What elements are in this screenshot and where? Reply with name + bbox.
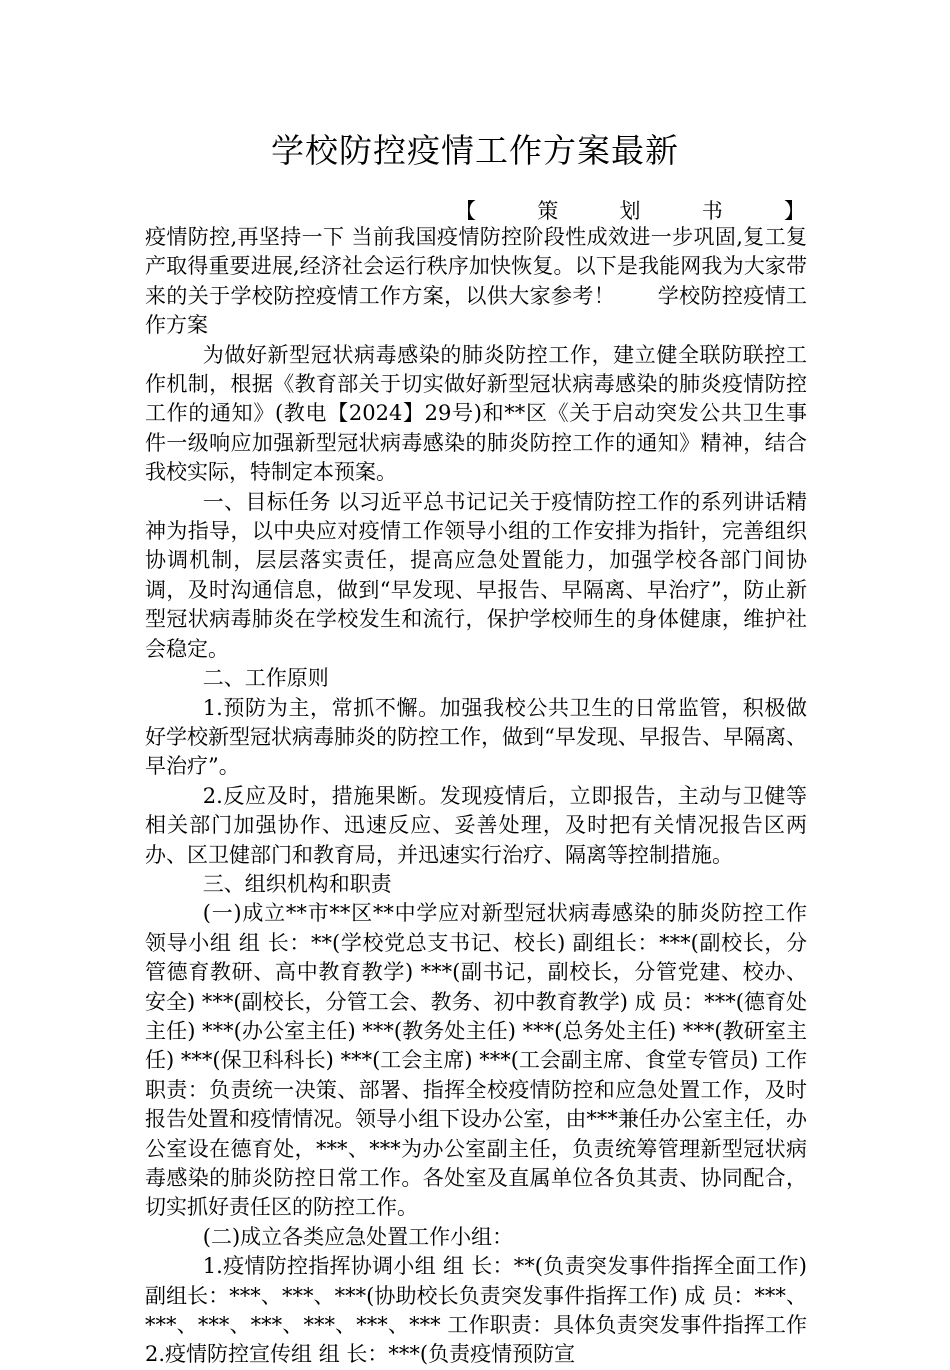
category-bracket-open: 【 bbox=[455, 199, 476, 223]
document-title: 学校防控疫情工作方案最新 bbox=[271, 131, 679, 170]
paragraph-leadership-group: (一)成立**市**区**中学应对新型冠状病毒感染的肺炎防控工作领导小组 组 长：**(学校党总支书记、校长) 副组长：***(副校长，分管德育教研、高中教育教学) ***(副书记，副校长，分管党建、校办、安全) ***(副校长，分管工会、教务、初中教育教学) 成 员：***(德育处主任) ***(办公室主任) ***(教务处主任) ***(总务处主任) ***(教研室主任) ***(保卫科科长) ***(工会主席) ***(工会副主席、食堂专管员) 工作职责：负责统一决策、部署、指挥全校疫情防控和应急处置工作，及时报告处置和疫情情况。领导小组下设办公室，由***兼任办公室主任，办公室设在德育处，***、***为办公室副主任，负责统筹管理新型冠状病毒感染的肺炎防控日常工作。各处室及直属单位各负其责、协同配合，切实抓好责任区的防控工作。 bbox=[145, 901, 807, 1220]
paragraph-intro: 疫情防控,再坚持一下 当前我国疫情防控阶段性成效进一步巩固,复工复产取得重要进展,经济社会运行秩序加快恢复。以下是我能网我为大家带来的关于学校防控疫情工作方案，以供大家参考！ 学校防控疫情工作方案 bbox=[145, 225, 807, 338]
paragraph-principle-1: 1.预防为主，常抓不懈。加强我校公共卫生的日常监管，积极做好学校新型冠状病毒肺炎的防控工作，做到“早发现、早报告、早隔离、早治疗”。 bbox=[145, 695, 807, 779]
document-body bbox=[145, 223, 807, 1370]
section-heading-principles: 二、工作原则 bbox=[202, 666, 329, 691]
paragraph-principle-2: 2.反应及时，措施果断。发现疫情后，立即报告，主动与卫健等相关部门加强协作、迅速反应、妥善处理，及时把有关情况报告区两办、区卫健部门和教育局，并迅速实行治疗、隔离等控制措施。 bbox=[145, 783, 807, 867]
section-heading-organization: 三、组织机构和职责 bbox=[202, 871, 392, 896]
category-label bbox=[455, 196, 805, 226]
paragraph-goals: 一、目标任务 以习近平总书记记关于疫情防控工作的系列讲话精神为指导，以中央应对疫情工作领导小组的工作安排为指针，完善组织协调机制，层层落实责任，提高应急处置能力，加强学校各部门间协调，及时沟通信息，做到“早发现、早报告、早隔离、早治疗”，防止新型冠状病毒肺炎在学校发生和流行，保护学校师生的身体健康，维护社会稳定。 bbox=[145, 489, 807, 661]
category-char-3: 书 bbox=[701, 199, 723, 223]
category-char-1: 策 bbox=[537, 199, 559, 223]
category-char-2: 划 bbox=[619, 199, 641, 223]
paragraph-emergency-groups: (二)成立各类应急处置工作小组： bbox=[202, 1224, 514, 1249]
paragraph-command-group: 1.疫情防控指挥协调小组 组 长：**(负责突发事件指挥全面工作) 副组长：***、***、***(协助校长负责突发事件指挥工作) 成 员：***、***、***、***、***、***、*** 工作职责：具体负责突发事件指挥工作 2.疫情防控宣传组 组 长：***(负责疫情预防宣 bbox=[145, 1254, 807, 1367]
paragraph-preamble: 为做好新型冠状病毒感染的肺炎防控工作，建立健全联防联控工作机制，根据《教育部关于切实做好新型冠状病毒感染的肺炎疫情防控工作的通知》(教电【2024】29号)和**区《关于启动突发公共卫生事件一级响应加强新型冠状病毒感染的肺炎防控工作的通知》精神，结合我校实际，特制定本预案。 bbox=[145, 342, 807, 485]
category-bracket-close: 】 bbox=[784, 199, 805, 223]
